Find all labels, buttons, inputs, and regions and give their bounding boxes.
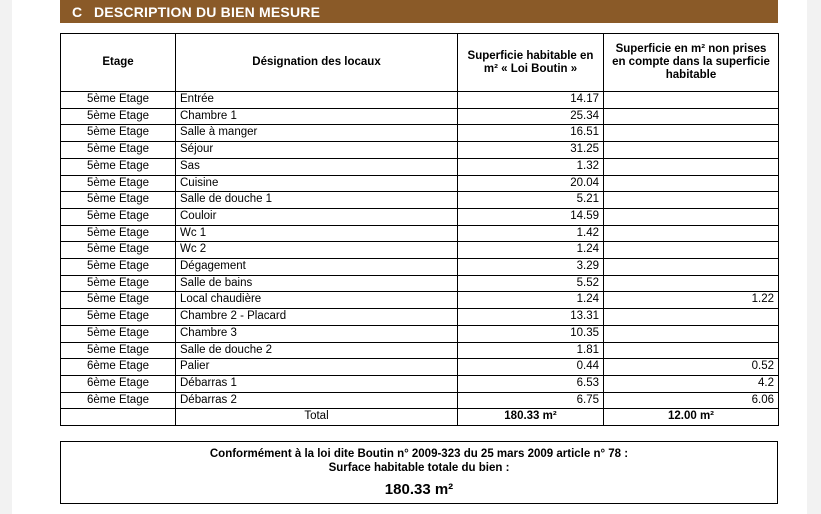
table-row — [61, 259, 779, 276]
surface-cell: 1.24 — [458, 242, 604, 259]
surface-cell: 6.75 — [458, 392, 604, 409]
surface-table — [60, 33, 779, 426]
hors-cell — [604, 208, 779, 225]
surface-cell: 0.44 — [458, 359, 604, 376]
etage-cell: 5ème Etage — [61, 309, 176, 326]
etage-cell: 5ème Etage — [61, 342, 176, 359]
hors-cell — [604, 309, 779, 326]
header-designation: Désignation des locaux — [176, 34, 458, 92]
summary-line2: Surface habitable totale du bien : — [328, 462, 510, 474]
hors-cell — [604, 225, 779, 242]
summary-total: 180.33 m² — [384, 481, 454, 498]
total-surface: 180.33 m² — [458, 409, 604, 426]
table-row — [61, 309, 779, 326]
designation-cell: Sas — [176, 158, 458, 175]
hors-cell — [604, 259, 779, 276]
table-row — [61, 225, 779, 242]
table-row — [61, 292, 779, 309]
etage-cell: 5ème Etage — [61, 242, 176, 259]
table-row — [61, 192, 779, 209]
hors-cell — [604, 158, 779, 175]
table-row — [61, 342, 779, 359]
designation-cell: Entrée — [176, 92, 458, 109]
surface-cell: 14.17 — [458, 92, 604, 109]
etage-cell: 5ème Etage — [61, 225, 176, 242]
table-row — [61, 242, 779, 259]
table-row — [61, 125, 779, 142]
surface-cell: 31.25 — [458, 142, 604, 159]
designation-cell: Chambre 1 — [176, 108, 458, 125]
hors-cell — [604, 175, 779, 192]
surface-cell: 3.29 — [458, 259, 604, 276]
table-row — [61, 392, 779, 409]
etage-cell: 5ème Etage — [61, 208, 176, 225]
hors-cell — [604, 92, 779, 109]
designation-cell: Cuisine — [176, 175, 458, 192]
designation-cell: Débarras 1 — [176, 375, 458, 392]
designation-cell: Wc 2 — [176, 242, 458, 259]
designation-cell: Dégagement — [176, 259, 458, 276]
section-letter: C — [71, 3, 83, 20]
designation-cell: Palier — [176, 359, 458, 376]
hors-cell: 4.2 — [604, 375, 779, 392]
hors-cell: 0.52 — [604, 359, 779, 376]
surface-cell: 5.21 — [458, 192, 604, 209]
surface-cell: 1.81 — [458, 342, 604, 359]
designation-cell: Salle de bains — [176, 275, 458, 292]
table-row — [61, 92, 779, 109]
summary-box — [60, 441, 778, 504]
hors-cell — [604, 108, 779, 125]
hors-cell — [604, 325, 779, 342]
total-label: Total — [176, 409, 458, 426]
designation-cell: Wc 1 — [176, 225, 458, 242]
section-header — [60, 0, 778, 23]
surface-cell: 25.34 — [458, 108, 604, 125]
surface-cell: 20.04 — [458, 175, 604, 192]
surface-cell: 10.35 — [458, 325, 604, 342]
etage-cell: 6ème Etage — [61, 359, 176, 376]
table-row — [61, 158, 779, 175]
etage-cell: 5ème Etage — [61, 192, 176, 209]
hors-cell — [604, 342, 779, 359]
hors-cell — [604, 275, 779, 292]
summary-line1: Conformément à la loi dite Boutin n° 2009-323 du 25 mars 2009 article n° 78 : — [209, 448, 629, 460]
designation-cell: Salle de douche 1 — [176, 192, 458, 209]
etage-cell: 5ème Etage — [61, 142, 176, 159]
designation-cell: Chambre 2 - Placard — [176, 309, 458, 326]
hors-cell — [604, 142, 779, 159]
header-non-prises: Superficie en m² non prises en compte dans la superficie habitable — [604, 34, 779, 92]
table-row — [61, 142, 779, 159]
etage-cell: 5ème Etage — [61, 125, 176, 142]
hors-cell — [604, 192, 779, 209]
designation-cell: Séjour — [176, 142, 458, 159]
etage-cell: 5ème Etage — [61, 275, 176, 292]
table-header-row — [61, 34, 779, 92]
total-row — [61, 409, 779, 426]
etage-cell: 5ème Etage — [61, 325, 176, 342]
etage-cell: 5ème Etage — [61, 158, 176, 175]
table-row — [61, 108, 779, 125]
table-row — [61, 325, 779, 342]
surface-cell: 5.52 — [458, 275, 604, 292]
etage-cell: 5ème Etage — [61, 108, 176, 125]
surface-cell: 14.59 — [458, 208, 604, 225]
section-title: DESCRIPTION DU BIEN MESURE — [94, 3, 321, 20]
etage-cell: 5ème Etage — [61, 292, 176, 309]
total-empty-cell — [61, 409, 176, 426]
designation-cell: Local chaudière — [176, 292, 458, 309]
surface-cell: 6.53 — [458, 375, 604, 392]
hors-cell: 6.06 — [604, 392, 779, 409]
table-row — [61, 359, 779, 376]
total-hors: 12.00 m² — [604, 409, 779, 426]
header-etage: Etage — [61, 34, 176, 92]
table-row — [61, 275, 779, 292]
etage-cell: 5ème Etage — [61, 92, 176, 109]
surface-cell: 1.32 — [458, 158, 604, 175]
designation-cell: Débarras 2 — [176, 392, 458, 409]
designation-cell: Couloir — [176, 208, 458, 225]
hors-cell — [604, 125, 779, 142]
designation-cell: Chambre 3 — [176, 325, 458, 342]
etage-cell: 6ème Etage — [61, 375, 176, 392]
surface-cell: 1.42 — [458, 225, 604, 242]
surface-cell: 13.31 — [458, 309, 604, 326]
hors-cell: 1.22 — [604, 292, 779, 309]
surface-cell: 16.51 — [458, 125, 604, 142]
surface-cell: 1.24 — [458, 292, 604, 309]
header-superficie: Superficie habitable en m² « Loi Boutin » — [458, 34, 604, 92]
etage-cell: 5ème Etage — [61, 175, 176, 192]
table-row — [61, 175, 779, 192]
etage-cell: 6ème Etage — [61, 392, 176, 409]
designation-cell: Salle de douche 2 — [176, 342, 458, 359]
table-row — [61, 375, 779, 392]
hors-cell — [604, 242, 779, 259]
etage-cell: 5ème Etage — [61, 259, 176, 276]
designation-cell: Salle à manger — [176, 125, 458, 142]
table-row — [61, 208, 779, 225]
